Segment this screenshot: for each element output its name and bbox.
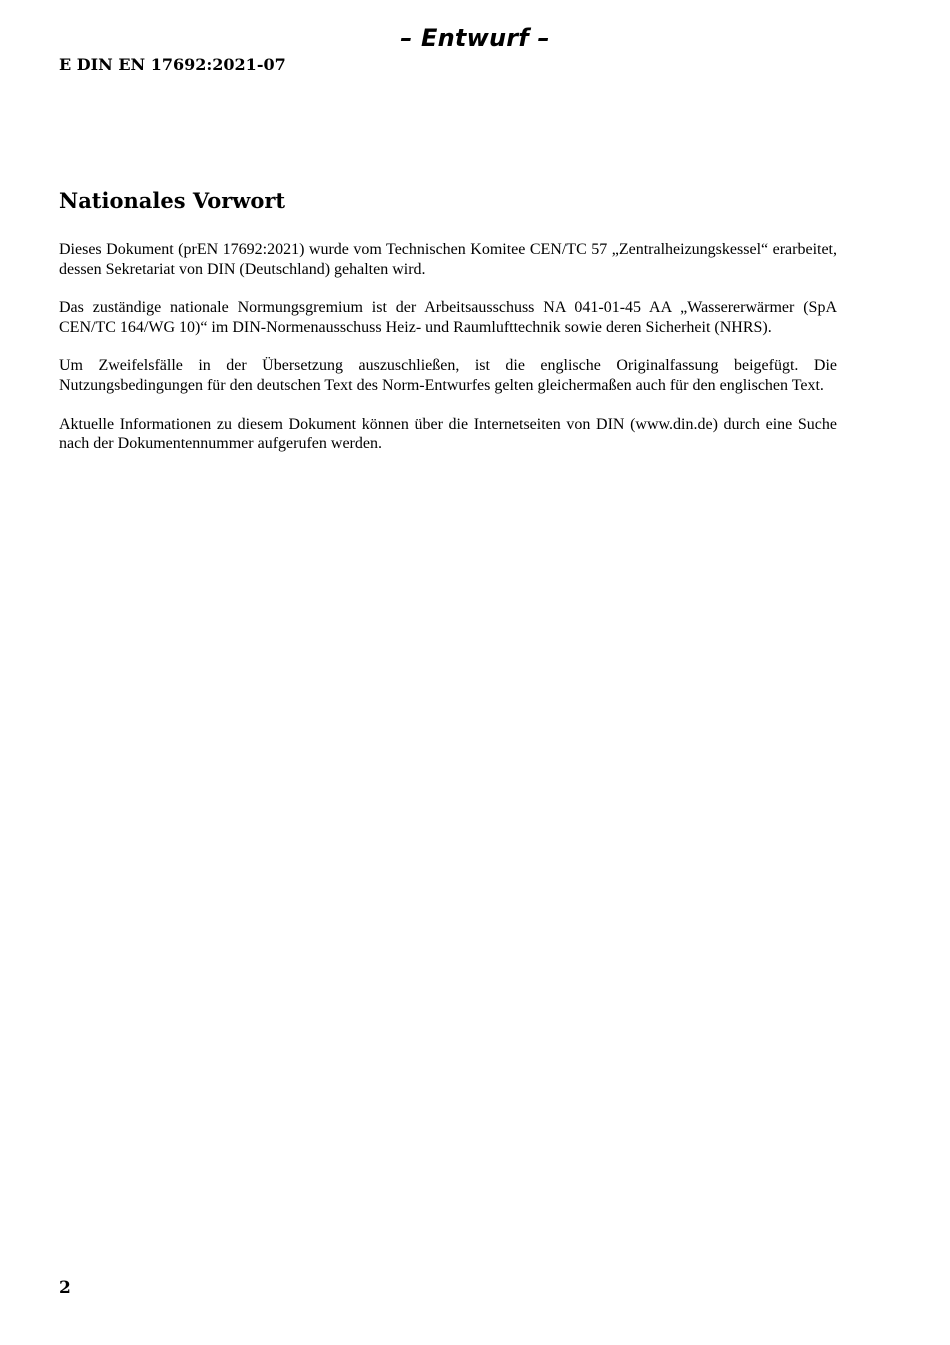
paragraph-translation: Um Zweifelsfälle in der Übersetzung auszuschließen, ist die englische Originalfassung beigefügt. Die Nutzungsbedingungen für den deutschen Text des Norm-Entwurfes gelten gleichermaßen auch für den englischen Text. — [59, 357, 837, 394]
document-id: E DIN EN 17692:2021-07 — [59, 55, 286, 74]
body-text — [59, 240, 837, 473]
paragraph-committee: Das zuständige nationale Normungsgremium ist der Arbeitsausschuss NA 041-01-45 AA „Wassererwärmer (SpA CEN/TC 164/WG 10)“ im DIN-Normenausschuss Heiz- und Raumlufttechnik sowie deren Sicherheit (NHRS). — [59, 299, 837, 336]
paragraph-information: Aktuelle Informationen zu diesem Dokument können über die Internetseiten von DIN (www.din.de) durch eine Suche nach der Dokumentennummer aufgerufen werden. — [59, 415, 837, 453]
section-title: Nationales Vorwort — [59, 188, 286, 213]
draft-label: – Entwurf – — [400, 24, 550, 52]
page-number: 2 — [59, 1278, 71, 1298]
paragraph-responsibility: Dieses Dokument (prEN 17692:2021) wurde vom Technischen Komitee CEN/TC 57 „Zentralheizungskessel“ erarbeitet, dessen Sekretariat von DIN (Deutschland) gehalten wird. — [59, 241, 837, 278]
